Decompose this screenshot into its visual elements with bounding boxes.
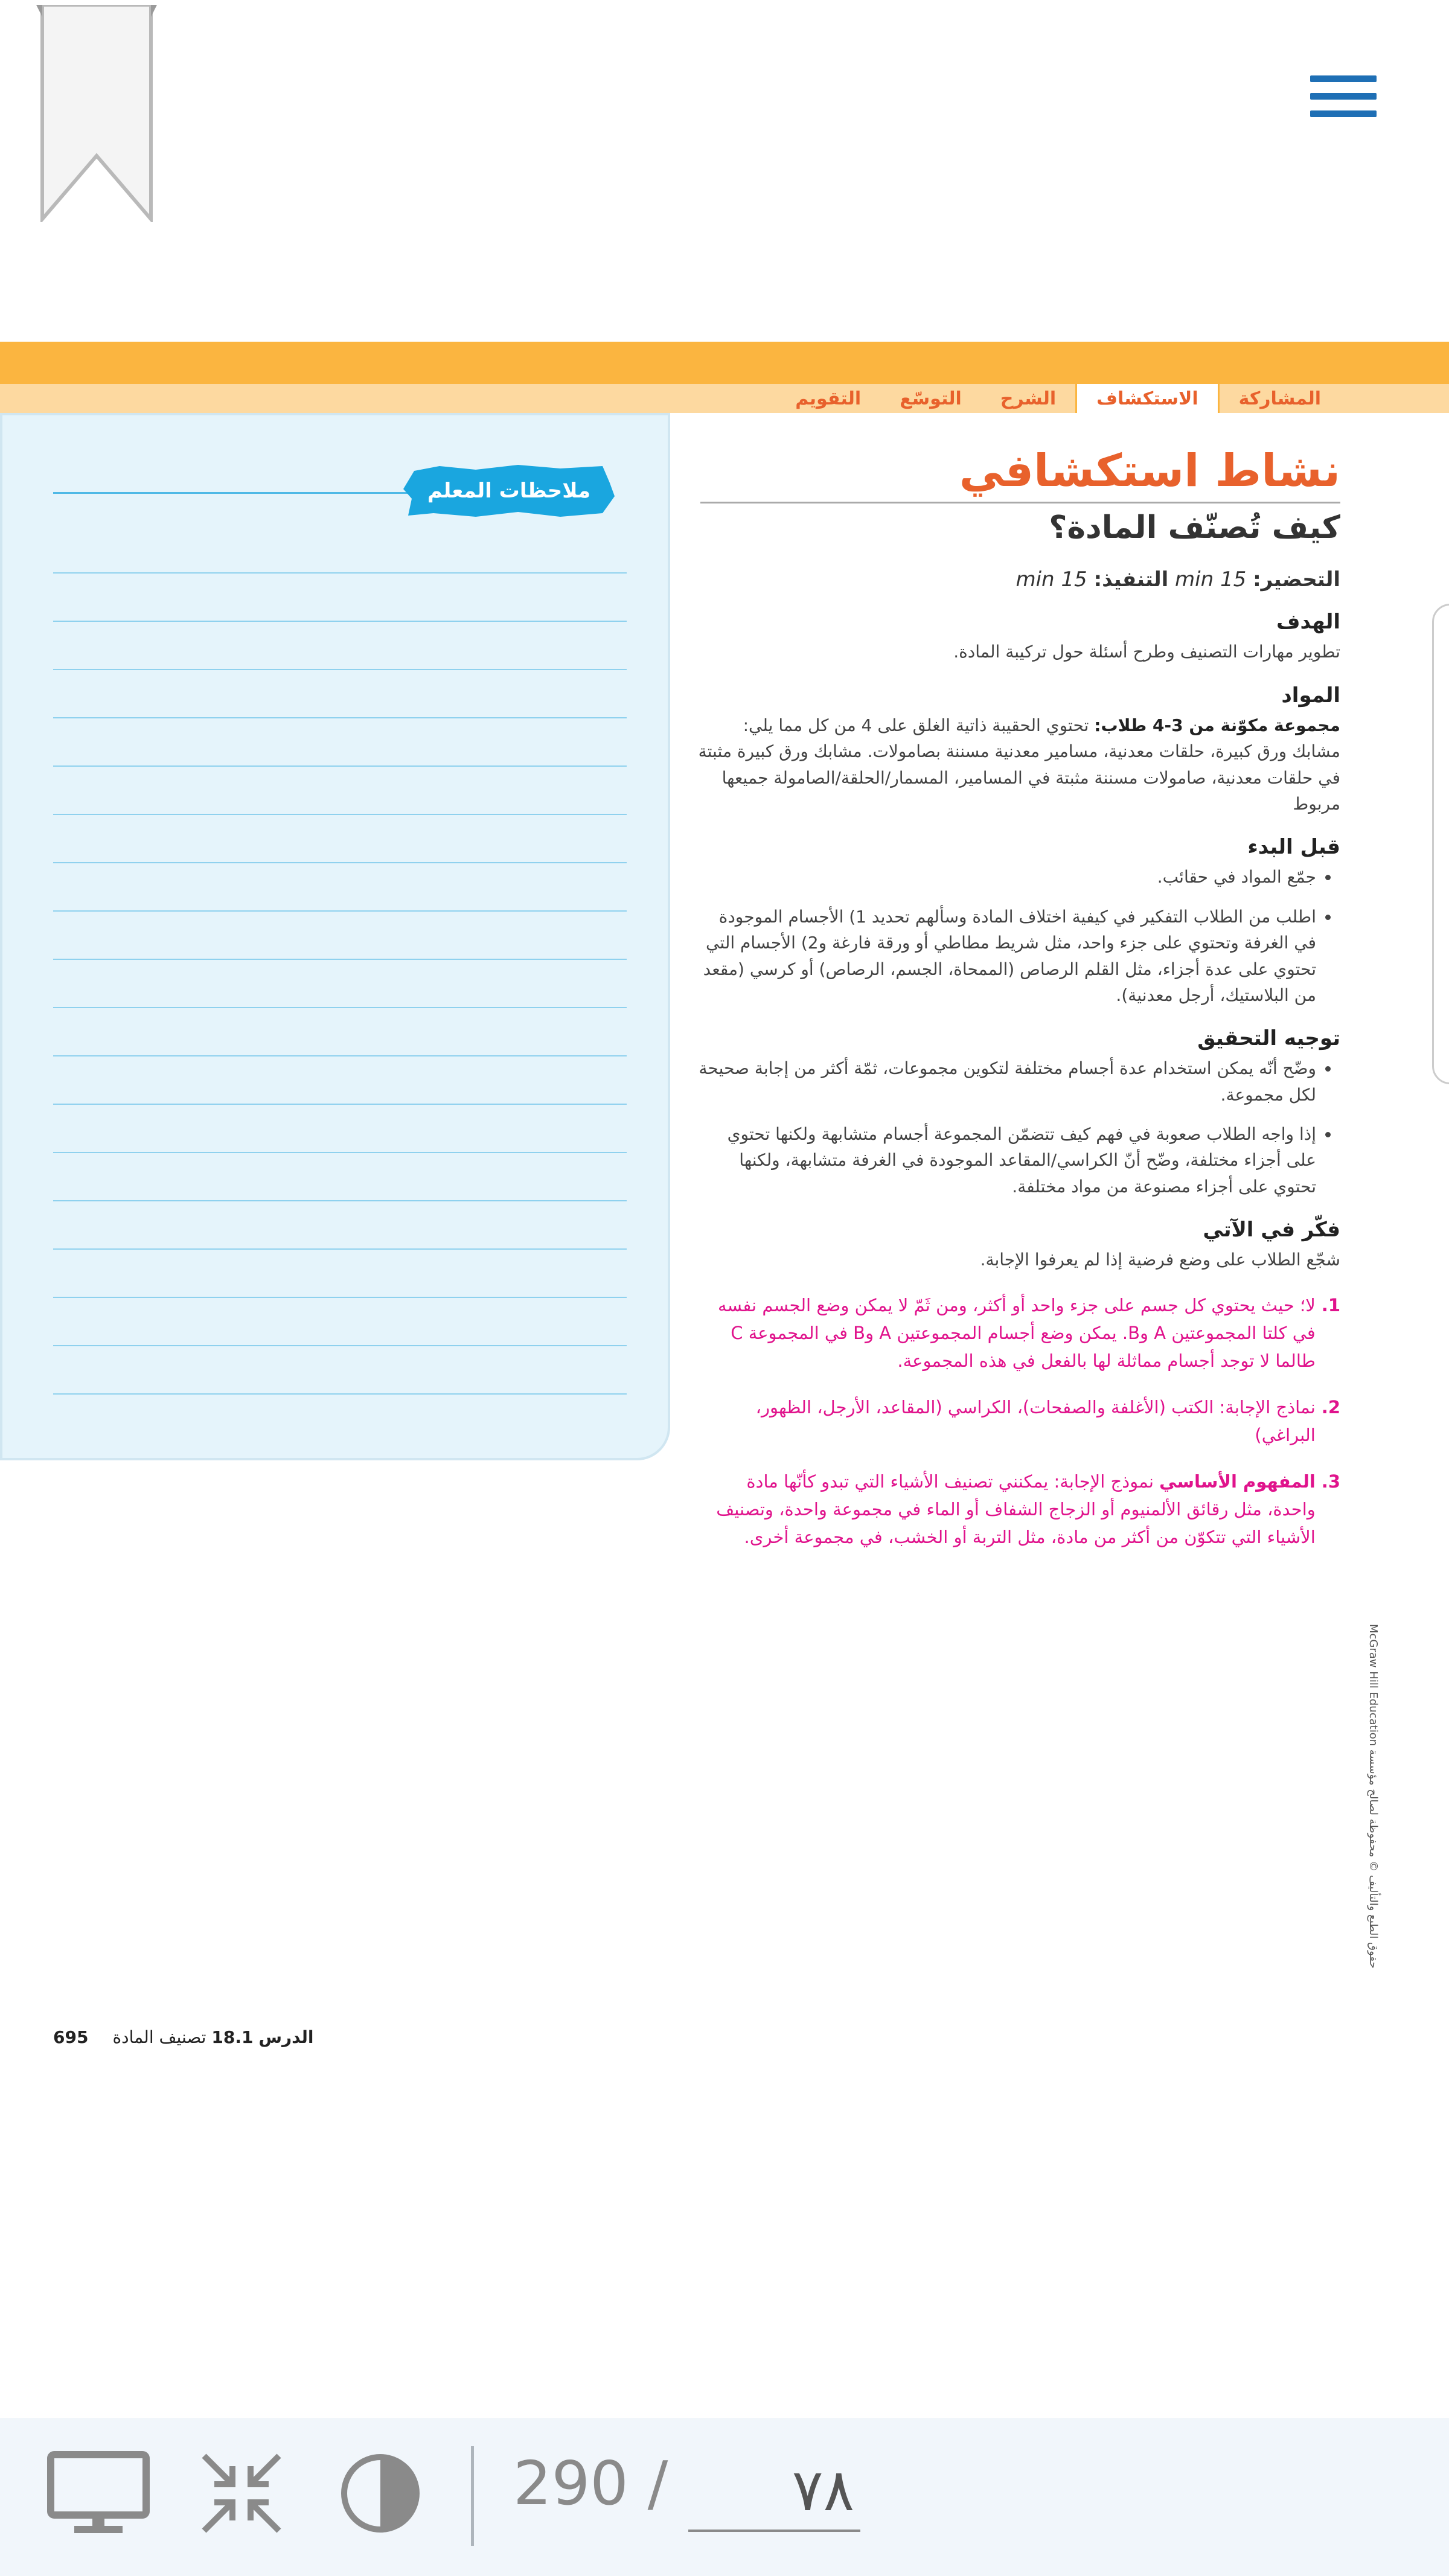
list-item: • وضّح أنّه يمكن استخدام عدة أجسام مختلفة لتكوين مجموعات، ثمّة أكثر من إجابة صحيحة لكل مجموعة. xyxy=(694,1055,1316,1108)
copyright-text: حقوق الطبع والتأليف © محفوظة لصالح مؤسسة McGraw Hill Education xyxy=(1367,1624,1380,1969)
materials-text xyxy=(694,712,1340,817)
activity-title: نشاط استكشافي xyxy=(959,445,1340,497)
note-line xyxy=(53,1055,627,1056)
lesson-info xyxy=(112,2027,313,2047)
goal-text: تطوير مهارات التصنيف وطرح أسئلة حول تركيبة المادة. xyxy=(953,642,1340,662)
materials-list: تحتوي الحقيبة ذاتية الغلق على 4 من كل مما يلي: مشابك ورق كبيرة، حلقات معدنية، مسامير معدنية مسننة بصامولات. مشابك ورق كبيرة مثبتة في حلقات معدنية، صامولات مسننة مثبتة في المسامير، المسمار/الحلقة/الصامولة جميعها مربوط xyxy=(698,715,1340,814)
note-line xyxy=(53,1200,627,1201)
note-line xyxy=(53,1248,627,1250)
note-line xyxy=(53,862,627,863)
contrast-icon[interactable] xyxy=(338,2451,423,2536)
exec-value: 15 min xyxy=(1016,567,1087,592)
teacher-notes-panel xyxy=(0,413,670,1460)
answer-item xyxy=(694,1393,1340,1449)
title-divider xyxy=(700,502,1340,503)
list-item: • إذا واجه الطلاب صعوبة في فهم كيف تتضمّن المجموعة أجسام متشابهة ولكنها تحتوي على أجزاء مختلفة، وضّح أنّ الكراسي/المقاعد الموجودة في الغرفة متشابهة، ولكنها تحتوي على أجزاء مصنوعة من مواد مختلفة. xyxy=(694,1121,1316,1200)
exec-label: التنفيذ: xyxy=(1093,567,1169,592)
answer-number: 2. xyxy=(1321,1396,1340,1417)
lesson-title: تصنيف المادة xyxy=(112,2027,206,2047)
lesson-label: الدرس xyxy=(258,2027,314,2047)
activity-content xyxy=(694,447,1340,1570)
before-list xyxy=(694,864,1340,1008)
note-line xyxy=(53,959,627,960)
total-pages: 290 / xyxy=(513,2448,668,2519)
guide-heading: توجيه التحقيق xyxy=(1197,1026,1340,1051)
menu-icon[interactable] xyxy=(1310,75,1377,124)
bookmark-icon[interactable] xyxy=(36,5,157,222)
tab-evaluate[interactable]: التقويم xyxy=(795,388,862,409)
note-line xyxy=(53,1393,627,1395)
answer-text: نموذج الإجابة: يمكنني تصنيف الأشياء التي تبدو كأنّها مادة واحدة، مثل رقائق الألمنيوم أو الزجاج الشفاف أو الماء في مجموعة واحدة، وتصنيف الأشياء التي تتكوّن من أكثر من مادة، مثل التربة أو الخشب، في مجموعة أخرى. xyxy=(716,1471,1316,1548)
tab-engage[interactable]: المشاركة xyxy=(1238,388,1321,409)
answers-list xyxy=(694,1291,1340,1552)
copyright-vertical xyxy=(1361,1624,1398,1998)
tab-explore[interactable]: الاستكشاف xyxy=(1075,384,1219,413)
materials-group: مجموعة مكوّنة من 3-4 طلاب: xyxy=(1094,715,1340,735)
note-line xyxy=(53,910,627,912)
note-line xyxy=(53,717,627,718)
prep-value: 15 min xyxy=(1175,567,1247,592)
answer-item xyxy=(694,1468,1340,1552)
answer-text: لا؛ حيث يحتوي كل جسم على جزء واحد أو أكثر، ومن ثَمّ لا يمكن وضع الجسم نفسه في كلتا المجموعتين A وB. يمكن وضع أجسام المجموعتين A وB في المجموعة C طالما لا توجد أجسام مماثلة لها بالفعل في هذه المجموعة. xyxy=(717,1294,1316,1372)
page-footer xyxy=(53,2027,313,2047)
guide-list xyxy=(694,1055,1340,1200)
note-line xyxy=(53,1297,627,1298)
notes-title: ملاحظات المعلم xyxy=(427,479,591,503)
note-line xyxy=(53,669,627,670)
note-line xyxy=(53,1104,627,1105)
goal-heading: الهدف xyxy=(1276,610,1340,634)
answer-item xyxy=(694,1291,1340,1375)
page-number-input[interactable] xyxy=(688,2451,860,2532)
time-line xyxy=(694,567,1340,592)
lesson-number: 18.1 xyxy=(211,2027,254,2047)
tab-explain[interactable]: الشرح xyxy=(1000,388,1057,409)
prep-label: التحضير: xyxy=(1253,567,1340,592)
activity-question: كيف تُصنّف المادة؟ xyxy=(1049,510,1340,546)
answer-number: 1. xyxy=(1321,1294,1340,1315)
note-line xyxy=(53,1007,627,1008)
toolbar-divider xyxy=(471,2446,474,2546)
notes-header-line xyxy=(53,492,427,494)
desktop-icon[interactable] xyxy=(47,2451,150,2536)
note-line xyxy=(53,1345,627,1346)
side-rail xyxy=(1432,604,1449,1084)
section-tabs xyxy=(776,384,1340,413)
before-heading: قبل البدء xyxy=(1247,835,1340,860)
think-heading: فكّر في الآتي xyxy=(1203,1218,1340,1242)
collapse-icon[interactable] xyxy=(199,2451,284,2536)
note-line xyxy=(53,621,627,622)
materials-heading: المواد xyxy=(1281,683,1340,708)
answer-text: نماذج الإجابة: الكتب (الأغلفة والصفحات)، الكراسي (المقاعد، الأرجل، الظهور، البراغي) xyxy=(755,1396,1316,1446)
answer-number: 3. xyxy=(1321,1471,1340,1492)
think-text: شجّع الطلاب على وضع فرضية إذا لم يعرفوا الإجابة. xyxy=(980,1250,1340,1270)
note-line xyxy=(53,765,627,767)
page-number: 695 xyxy=(53,2027,89,2047)
header-band xyxy=(0,342,1449,384)
list-item: • اطلب من الطلاب التفكير في كيفية اختلاف المادة وسألهم تحديد 1) الأجسام الموجودة في الغرفة وتحتوي على جزء واحد، مثل شريط مطاطي أو ورقة فارغة و2) الأجسام التي تحتوي على عدة أجزاء، مثل القلم الرصاص (الممحاة، الجسم، الرصاص) أو كرسي (مقعد من البلاستيك، أرجل معدنية). xyxy=(694,904,1316,1009)
answer-key-concept: المفهوم الأساسي xyxy=(1159,1471,1316,1492)
note-line xyxy=(53,814,627,815)
list-item: • جمّع المواد في حقائب. xyxy=(694,864,1316,890)
note-line xyxy=(53,1152,627,1153)
tab-elaborate[interactable]: التوسّع xyxy=(900,388,962,409)
note-line xyxy=(53,572,627,574)
